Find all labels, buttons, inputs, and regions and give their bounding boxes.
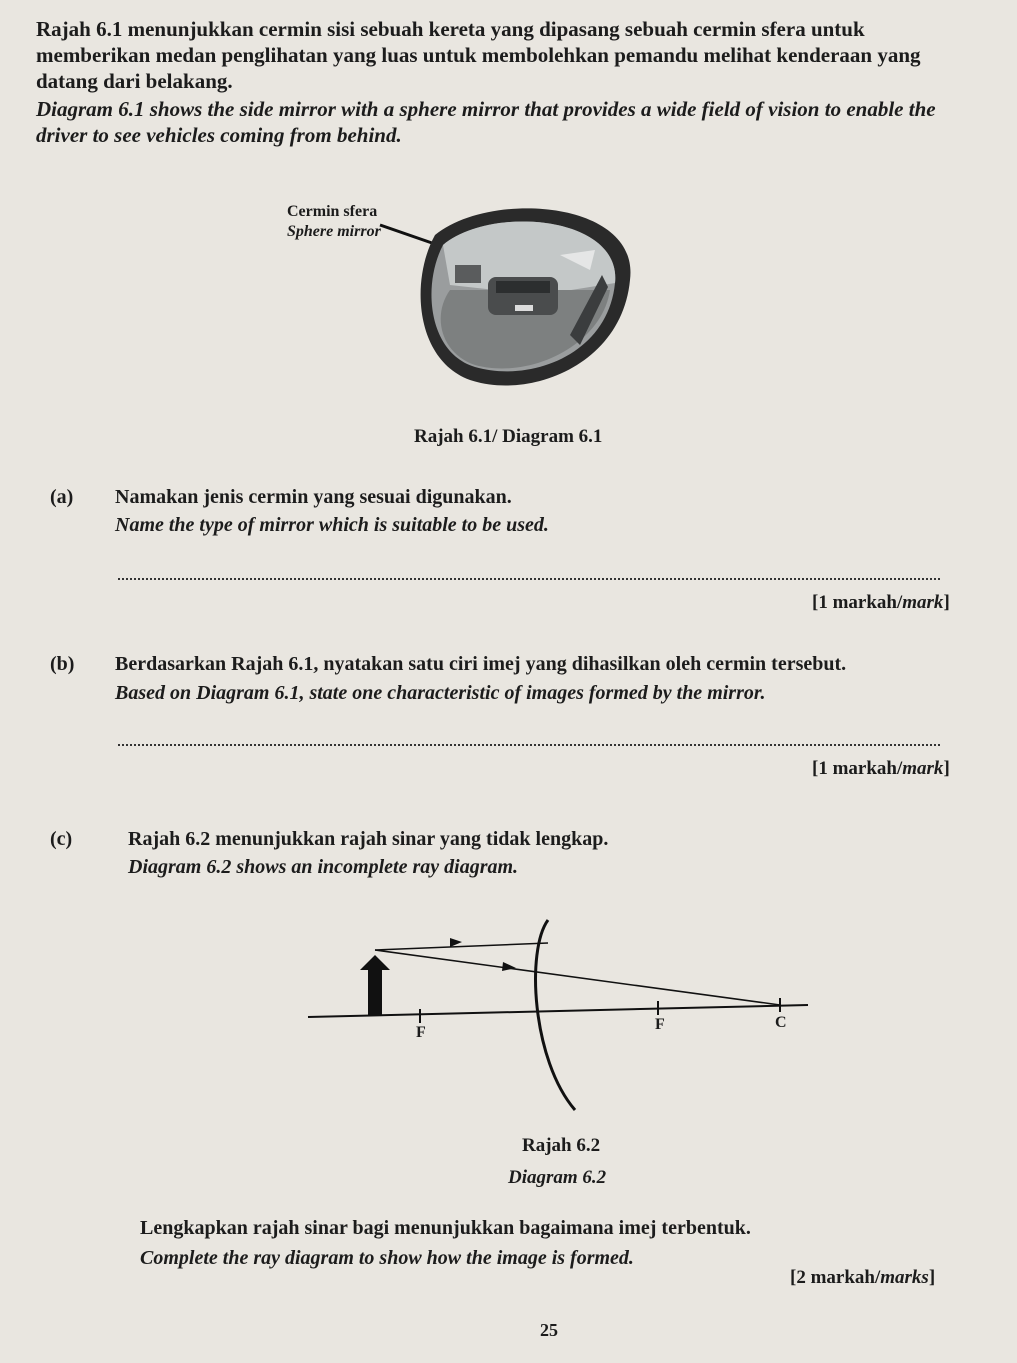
marks-a: [1 markah/mark] (812, 592, 950, 613)
answer-line-a[interactable] (118, 578, 940, 580)
instruction-malay: Lengkapkan rajah sinar bagi menunjukkan bagaimana imej terbentuk. (140, 1217, 751, 1239)
answer-line-b[interactable] (118, 744, 940, 746)
mirror-label-english: Sphere mirror (287, 223, 381, 240)
ray-arrowhead-2 (502, 962, 516, 971)
intro-malay: Rajah 6.1 menunjukkan cermin sisi sebuah kereta yang dipasang sebuah cermin sfera untuk memberikan medan penglihatan yang luas untuk membolehkan pemandu melihat kenderaan yang datang dari belakang. (36, 17, 921, 93)
question-a-malay: Namakan jenis cermin yang sesuai digunakan. (115, 486, 512, 508)
convex-mirror-curve (536, 920, 575, 1110)
marks-c: [2 markah/marks] (790, 1267, 936, 1288)
question-b-malay: Berdasarkan Rajah 6.1, nyatakan satu ciri imej yang dihasilkan oleh cermin tersebut. (115, 653, 847, 675)
label-f-right: F (655, 1016, 665, 1033)
ray-diagram (300, 905, 820, 1115)
incident-ray-to-centre (375, 950, 780, 1005)
incident-ray-parallel (375, 943, 548, 950)
reflected-car-small (455, 265, 481, 283)
object-arrow (360, 955, 390, 1015)
question-b-english: Based on Diagram 6.1, state one characteristic of images formed by the mirror. (115, 682, 766, 704)
mirror-label-malay: Cermin sfera (287, 203, 378, 220)
question-c-english: Diagram 6.2 shows an incomplete ray diagram. (128, 856, 519, 878)
diagram-6-2-caption-english: Diagram 6.2 (508, 1167, 607, 1188)
instruction-english: Complete the ray diagram to show how the image is formed. (140, 1247, 634, 1269)
intro-english: Diagram 6.1 shows the side mirror with a sphere mirror that provides a wide field of vision to enable the driver to see vehicles coming from behind. (36, 97, 936, 147)
marks-b: [1 markah/mark] (812, 758, 950, 779)
question-a-english: Name the type of mirror which is suitable to be used. (115, 514, 549, 536)
label-c: C (775, 1014, 787, 1031)
ray-arrowhead-1 (450, 938, 462, 947)
question-c-malay: Rajah 6.2 menunjukkan rajah sinar yang tidak lengkap. (128, 828, 609, 850)
label-pointer (380, 225, 432, 243)
question-a-label: (a) (50, 486, 74, 508)
side-mirror-illustration (340, 195, 660, 425)
page-number: 25 (540, 1320, 558, 1340)
diagram-6-2-caption-malay: Rajah 6.2 (522, 1135, 601, 1156)
label-f-left: F (416, 1024, 426, 1041)
diagram-6-1-caption: Rajah 6.1/ Diagram 6.1 (414, 426, 603, 447)
question-c-label: (c) (50, 828, 73, 850)
question-b-label: (b) (50, 653, 75, 675)
principal-axis (308, 1005, 808, 1017)
